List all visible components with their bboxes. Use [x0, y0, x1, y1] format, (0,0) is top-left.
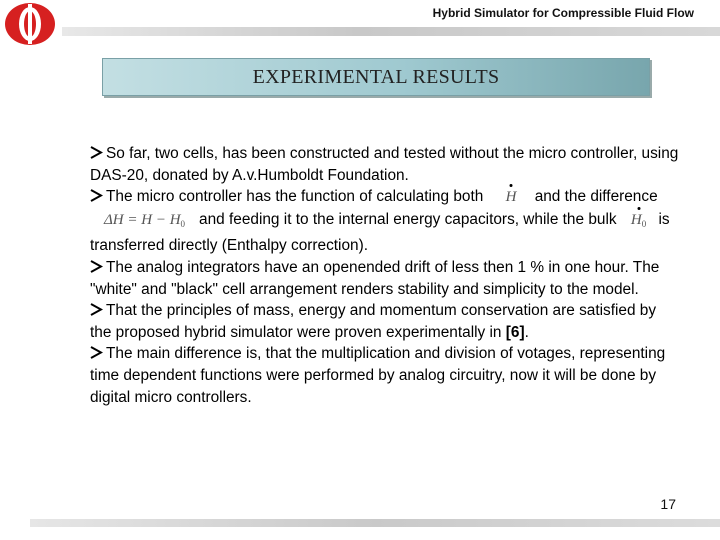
bullet-item [90, 300, 680, 343]
bullet-text: The micro controller has the function of calculating both [106, 188, 484, 206]
bullet-item [90, 257, 680, 300]
slide-title: EXPERIMENTAL RESULTS [252, 65, 500, 88]
arrow-bullet-icon [90, 300, 106, 322]
footer-divider [30, 519, 720, 527]
bullet-item [90, 143, 680, 186]
bullet-text: The analog integrators have an openended drift of less then 1 % in one hour. The "white" and "black" cell arrangement renders stability and simplicity to the model. [90, 258, 660, 298]
presentation-header-title: Hybrid Simulator for Compressible Fluid Flow [432, 6, 694, 20]
slide-title-bar [102, 58, 650, 96]
bullet-item [90, 343, 680, 408]
arrow-bullet-icon [90, 257, 106, 279]
arrow-bullet-icon [90, 343, 106, 365]
page-number: 17 [660, 496, 676, 512]
bullet-text: The main difference is, that the multiplication and division of votages, representing time dependent functions were performed by analog circuitry, now it will be done by digital micro controllers. [90, 345, 666, 406]
bullet-text: is transferred directly (Enthalpy correction). [90, 210, 670, 255]
bullet-text: and feeding it to the internal energy capacitors, while the bulk [199, 210, 617, 228]
delta-h-formula: $\Delta H = H - H_0$ [104, 211, 186, 229]
arrow-bullet-icon [90, 143, 106, 165]
enthalpy-h0-symbol: $H_0$ [627, 210, 650, 236]
bullet-item [90, 186, 680, 257]
reference-citation: [6] [505, 323, 525, 341]
university-logo-icon [3, 1, 57, 47]
bullet-text: So far, two cells, has been constructed and tested without the micro controller, using DAS-20, donated by A.v.Humboldt Foundation. [90, 145, 679, 184]
enthalpy-rate-symbol: H [502, 187, 521, 209]
arrow-bullet-icon [90, 186, 106, 208]
bullet-text: That the principles of mass, energy and momentum conservation are satisfied by the proposed hybrid simulator were proven experimentally in [90, 302, 657, 341]
bullet-text: and the difference [534, 188, 658, 206]
bullet-text: . [524, 323, 529, 341]
header-divider [62, 27, 720, 36]
slide-body [90, 143, 680, 408]
